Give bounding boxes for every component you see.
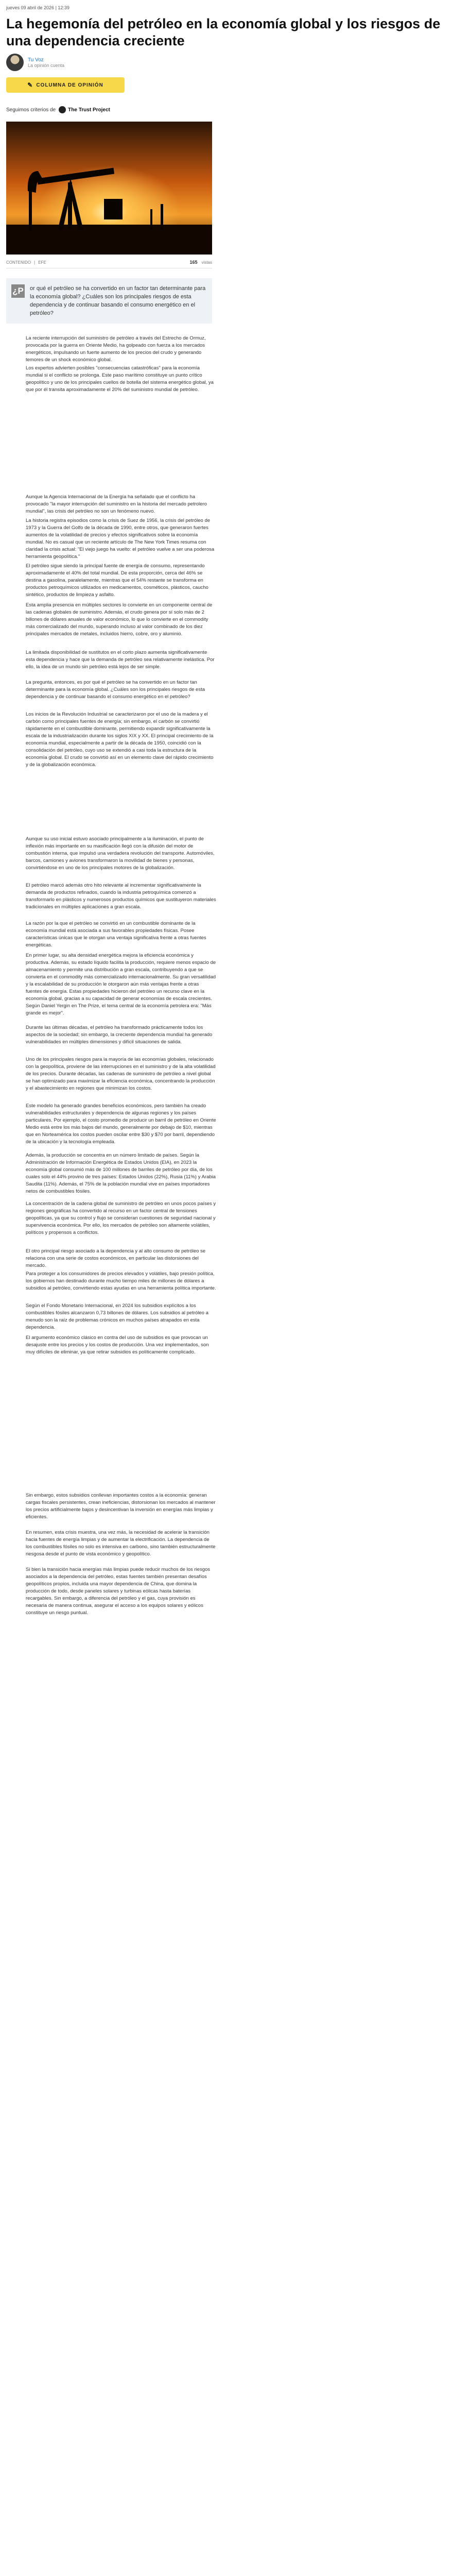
hero-image xyxy=(6,122,212,255)
paragraph: En resumen, esta crisis muestra, una vez más, la necesidad de acelerar la transición hacia fuentes de energía limpias y de aumentar la electrificación. La dependencia de los combustibles fósiles no solo es intensiva en carbono, sino también estructuralmente riesgosa desde el punto de vista económico y geopolítico. xyxy=(26,1530,216,1557)
paragraph: Según el Fondo Monetario Internacional, en 2024 los subsidios explícitos a los combustibles fósiles alcanzaron 0,73 billones de dólares. Los subsidios al petróleo a menudo son la raíz de problemas crónicos en muchos países atrapados en esta dependencia. xyxy=(26,1303,208,1330)
paragraph: El petróleo sigue siendo la principal fuente de energía de consumo, representando aproximadamente el 40% del total mundial. De esta proporción, cerca del 46% se destina a gasolina, paralelamente, mientras que el 54% restante se transforma en productos petroquímicos utilizados en medicamentos, cosméticos, plásticos, caucho sintético, productos de limpieza y asfalto. xyxy=(26,563,208,598)
views-count: 165 xyxy=(189,260,198,265)
drop-cap: ¿P xyxy=(11,284,25,298)
article-summary xyxy=(6,278,212,324)
paragraph: Los inicios de la Revolución Industrial se caracterizaron por el uso de la madera y el carbón como principales fuentes de energía; sin embargo, el carbón se convirtió rápidamente en el combustible dominante, permitiendo expandir significativamente la escala de la industrialización durante los siglos XIX y XX. El principal crecimiento de la economía mundial, especialmente a partir de la década de 1950, coincidió con la consolidación del petróleo, cuyo uso se extendió a casi toda la estructura de la economía global. El crudo se convirtió así en un elemento clave del rápido crecimiento y de la globalización económica. xyxy=(26,711,214,768)
paragraph: La razón por la que el petróleo se convirtió en un combustible dominante de la economía mundial está asociada a sus favorables propiedades físicas. Posee características únicas que le otorgan una ventaja significativa frente a otras fuentes energéticas. xyxy=(26,921,206,948)
trust-project-line xyxy=(6,106,110,113)
paragraph: Aunque su uso inicial estuvo asociado principalmente a la iluminación, el punto de inflexión más importante en su masificación llegó con la difusión del motor de combustión interna, que impulsó una verdadera revolución del transporte. Automóviles, barcos, camiones y aviones transformaron la movilidad de bienes y personas, convirtiéndose en uno de los principales motores de la globalización. xyxy=(26,836,215,871)
paragraph: Para proteger a los consumidores de precios elevados y volátiles, bajo presión política, los gobiernos han destinado durante mucho tiempo miles de millones de dólares a subsidios al petróleo, convirtiendo estas ayudas en una herramienta política importante. xyxy=(26,1271,216,1291)
author-role: La opinión cuenta xyxy=(28,62,65,68)
paragraph: El argumento económico clásico en contra del uso de subsidios es que provocan un desajuste entre los precios y los costos de producción. Una vez implementados, son muy difíciles de eliminar, ya que retirar subsidios es políticamente complicado. xyxy=(26,1335,209,1355)
byline xyxy=(6,54,64,71)
trust-project-logo[interactable] xyxy=(59,106,110,113)
opinion-label: COLUMNA DE OPINIÓN xyxy=(36,82,103,88)
paragraph: Uno de los principales riesgos para la mayoría de las economías globales, relacionado con la geopolítica, proviene de las interrupciones en el suministro y de la alta volatilidad de los precios. Durante décadas, las cadenas de suministro de petróleo a nivel global se han optimizado para maximizar la eficiencia económica, concentrando la producción y el abastecimiento en regiones que minimizan los costos. xyxy=(26,1057,216,1091)
paragraph: Durante las últimas décadas, el petróleo ha transformado prácticamente todos los aspectos de la sociedad; sin embargo, la creciente dependencia mundial ha generado vulnerabilidades en múltiples dimensiones y difícil situaciones de salida. xyxy=(26,1025,213,1045)
paragraph: Además, la producción se concentra en un número limitado de países. Según la Administración de Información Energética de Estados Unidos (EIA), en 2023 la economía global consumió más de 100 millones de barriles de petróleo por día, de los cuales solo el 44% provino de tres países: Estados Unidos (22%), Rusia (11%) y Arabia Saudita (11%). Además, el 75% de la población mundial vive en países importadores netos de combustibles fósiles. xyxy=(26,1153,216,1194)
paragraph: La limitada disponibilidad de sustitutos en el corto plazo aumenta significativamente esta dependencia y hace que la demanda de petróleo sea relativamente inelástica. Por ello, la idea de un mundo sin petróleo está lejos de ser simple. xyxy=(26,650,215,670)
trust-logo-text: The Trust Project xyxy=(68,107,110,113)
opinion-column-button[interactable] xyxy=(6,77,125,93)
paragraph: La historia registra episodios como la crisis de Suez de 1956, la crisis del petróleo de 1973 y la Guerra del Golfo de la década de 1990, entre otros, que generaron fuertes aumentos de la volatilidad de precios y efectos significativos sobre la economía mundial. No es casual que un reciente artículo de The New York Times resuma con claridad la crisis actual: "El viejo juego ha vuelto: el petróleo vuelve a ser una poderosa herramienta geopolítica." xyxy=(26,518,215,560)
paragraph: Este modelo ha generado grandes beneficios económicos, pero también ha creado vulnerabilidades estructurales y dependencia de algunas regiones y los países particulares. Por ejemplo, el costo promedio de producir un barril de petróleo en Oriente Medio está entre los más bajos del mundo, generalmente por debajo de $10, mientras que en Norteamérica los costos pueden oscilar entre $30 y $70 por barril, dependiendo de la ubicación y la tecnología empleada. xyxy=(26,1103,216,1145)
author-name-link[interactable]: Tu Voz xyxy=(28,57,44,63)
content-tag: CONTENIDO xyxy=(6,260,31,265)
paragraph: El otro principal riesgo asociado a la dependencia y al alto consumo de petróleo se relaciona con una serie de costos económicos, en particular las distorsiones del mercado. xyxy=(26,1248,206,1268)
content-source: EFE xyxy=(38,260,46,265)
views-label: vistas xyxy=(201,260,212,265)
author-avatar[interactable] xyxy=(6,54,24,71)
opinion-icon: ✎ xyxy=(27,81,33,89)
paragraph: La concentración de la cadena global de suministro de petróleo en unos pocos países y regiones geográficas ha convertido al recurso en un factor central de tensiones geopolíticas, ya que su control y flujo se consideran cuestiones de seguridad nacional y supervivencia económica. Por ello, los mercados de petróleo son altamente volátiles, políticos y propensos a conflictos. xyxy=(26,1201,216,1235)
paragraph: El petróleo marcó además otro hito relevante al incrementar significativamente la demanda de productos refinados, cuando la industria petroquímica comenzó a transformarlo en plásticos y numerosos productos químicos que sustituyeron materiales tradicionales en múltiples aplicaciones a gran escala. xyxy=(26,883,216,910)
paragraph: Los expertos advierten posibles "consecuencias catastróficas" para la economía mundial si el conflicto se prolonga. Este paso marítimo constituye un punto crítico geopolítico y uno de los principales cuellos de botella del sistema energético global, ya que por él transita aproximadamente el 20% del suministro mundial de petróleo. xyxy=(26,365,214,393)
paragraph: Si bien la transición hacia energías más limpias puede reducir muchos de los riesgos asociados a la dependencia del petróleo, estas fuentes también presentan desafíos geopolíticos propios, incluida una mayor dependencia de China, que domina la producción de todo, desde paneles solares y turbinas eólicas hasta baterías recargables. Sin embargo, a diferencia del petróleo y el gas, cuya provisión es necesaria de manera continua, asegurar el acceso a los equipos solares y eólicos constituye un riesgo puntual. xyxy=(26,1567,211,1616)
paragraph: La reciente interrupción del suministro de petróleo a través del Estrecho de Ormuz, provocada por la guerra en Oriente Medio, ha golpeado con fuerza a los mercados energéticos, impulsando un fuerte aumento de los precios del crudo y generando temores de un shock económico global. xyxy=(26,335,206,363)
trust-logo-icon xyxy=(59,106,66,113)
dateline: jueves 09 abril de 2026 | 12:39 xyxy=(6,5,69,10)
paragraph: Esta amplia presencia en múltiples sectores lo convierte en un componente central de las cadenas globales de suministro. Además, el crudo genera por sí solo más de 2 billones de dólares anuales de valor económico, lo que lo convierte en el commodity más comercializado del mundo, superando incluso al valor combinado de los diez principales mercados de metales, incluidos hierro, cobre, oro y aluminio. xyxy=(26,602,213,637)
paragraph: La pregunta, entonces, es por qué el petróleo se ha convertido en un factor tan determinante para la economía global. ¿Cuáles son los principales riesgos de esta dependencia y de continuar basando el consumo energético en el petróleo? xyxy=(26,680,205,700)
oil-pump-sunset-image xyxy=(6,122,212,255)
summary-text: or qué el petróleo se ha convertido en un factor tan determinante para la economía global? ¿Cuáles son los principales riesgos de esta dependencia y de continuar basando el consumo energético en el petróleo? xyxy=(30,285,206,316)
trust-text: Seguimos criterios de xyxy=(6,107,56,113)
paragraph: Aunque la Agencia Internacional de la Energía ha señalado que el conflicto ha provocado "la mayor interrupción del suministro en la historia del mercado petrolero mundial", las crisis del petróleo no son un fenómeno nuevo. xyxy=(26,494,207,514)
article-title: La hegemonía del petróleo en la economía global y los riesgos de una dependencia creciente xyxy=(6,16,441,48)
paragraph: En primer lugar, su alta densidad energética mejora la eficiencia económica y productiva. Además, su estado líquido facilita la producción, requiere menos espacio de almacenamiento y permite una distribución a gran escala, contribuyendo a que se convierta en el commodity más comercializado internacionalmente. Su gran versatilidad y la escalabilidad de su producción le otorgaron aún más ventajas frente a otras fuentes de energía. Estas propiedades hicieron del petróleo un recurso clave en la economía global, gracias a su capacidad de generar economías de escala crecientes. Según Daniel Yergin en The Prize, el tema central de la economía petrolera era: "Más grande es mejor". xyxy=(26,953,216,1016)
content-meta-row: CONTENIDO | EFE 165 vistas xyxy=(6,260,212,268)
paragraph: Sin embargo, estos subsidios conllevan importantes costos a la economía: generan cargas fiscales persistentes, crean ineficiencias, distorsionan los mercados al mantener los precios artificialmente bajos y desincentivan la inversión en energías más limpias y eficientes. xyxy=(26,1493,216,1520)
